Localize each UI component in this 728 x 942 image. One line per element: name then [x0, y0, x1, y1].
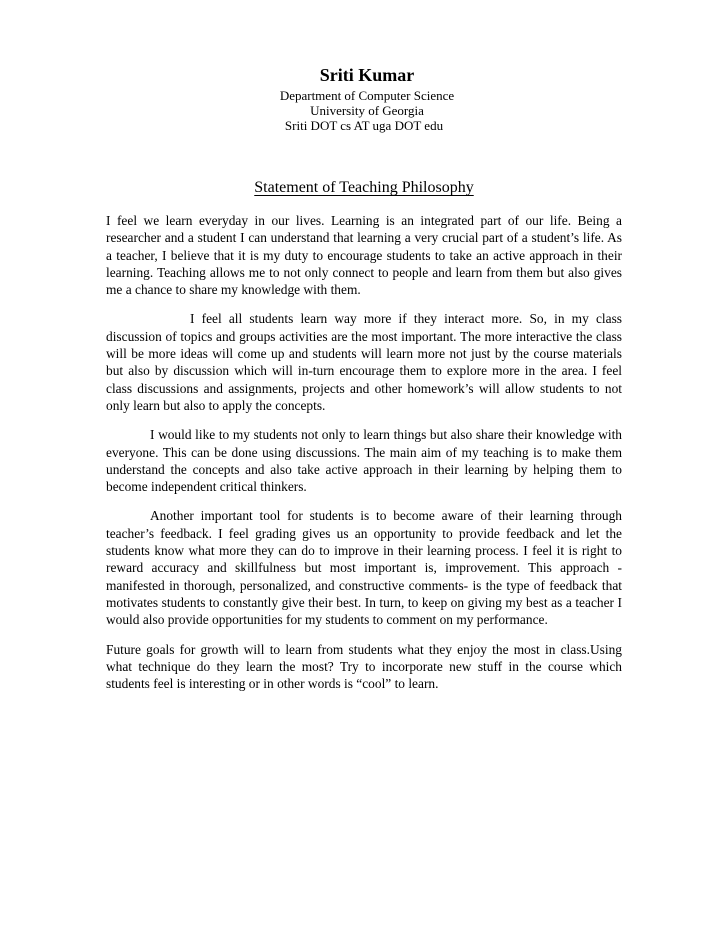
- paragraph-3: I would like to my students not only to learn things but also share their knowledge with everyone. This can be done using discussions. The main aim of my teaching is to make them understand the concepts and also take active approach in their learning by helping them to become independent critical thinkers.: [106, 427, 622, 495]
- author-email: Sriti DOT cs AT uga DOT edu: [284, 118, 444, 133]
- paragraph-4: Another important tool for students is to become aware of their learning through teacher’s feedback. I feel grading gives us an opportunity to provide feedback and let the students know what more they can do to improve in their learning process. I feel it is right to reward accuracy and skillfulness but most important is, improvement. This approach -manifested in thorough, personalized, and constructive comments- is the type of feedback that motivates students to constantly give their best. In turn, to keep on giving my best as a teacher I would also provide opportunities for my students to comment on my performance.: [106, 508, 622, 628]
- author-department: Department of Computer Science: [279, 88, 455, 103]
- author-university: University of Georgia: [310, 103, 424, 118]
- document-body: [106, 212, 622, 704]
- document-title-text: Statement of Teaching Philosophy: [254, 179, 474, 196]
- paragraph-2: I feel all students learn way more if they interact more. So, in my class discussion of topics and groups activities are the most important. The more interactive the class will be more ideas will come up and students will learn more not just by the course materials but also by discussion which will in-turn encourage them to explore more in the area. I feel class discussions and assignments, projects and other homework’s will allow students to not only learn but also to apply the concepts.: [106, 311, 622, 413]
- document-title: [0, 178, 728, 198]
- paragraph-1: I feel we learn everyday in our lives. Learning is an integrated part of our life. Being a researcher and a student I can understand that learning a very crucial part of a student’s life. As a teacher, I believe that it is my duty to encourage students to take an active approach in their learning. Teaching allows me to not only connect to people and learn from them but also gives me a chance to share my knowledge with them.: [106, 213, 622, 298]
- paragraph-5: Future goals for growth will to learn from students what they enjoy the most in class.Using what technique do they learn the most? Try to incorporate new stuff in the course which students feel is interesting or in other words is “cool” to learn.: [106, 641, 622, 692]
- author-name: Sriti Kumar: [319, 65, 415, 85]
